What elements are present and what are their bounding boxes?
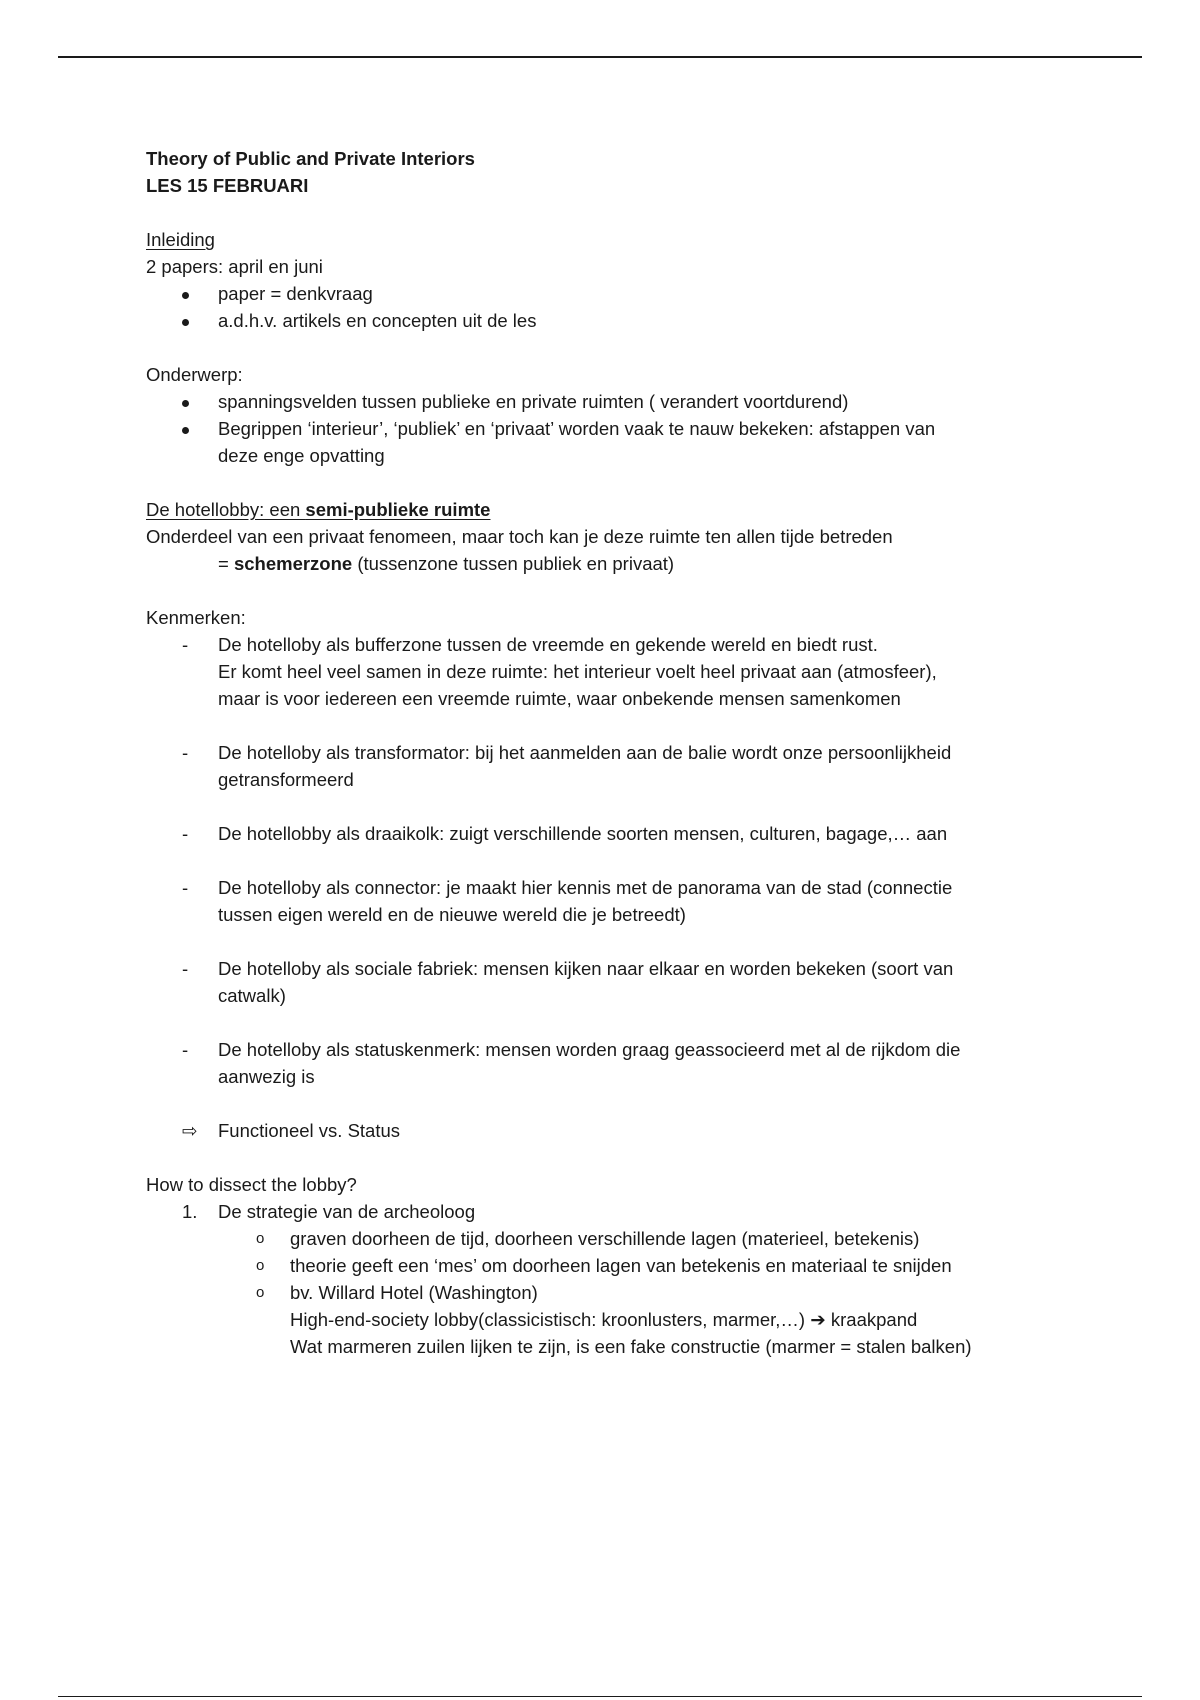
list-item: - De hotellobby als draaikolk: zuigt verschillende soorten mensen, culturen, bagage,… aan [146,820,1106,847]
document-subtitle: LES 15 FEBRUARI [146,175,309,196]
arrow-right-icon: ⇨ [182,1120,198,1141]
bullet-icon [182,280,189,307]
list-item: - De hotelloby als transformator: bij het aanmelden aan de balie wordt onze persoonlijkheid [146,739,1106,766]
list-item: - De hotelloby als bufferzone tussen de vreemde en gekende wereld en biedt rust. [146,631,1106,658]
inleiding-intro: 2 papers: april en juni [146,256,323,277]
list-item: paper = denkvraag [146,280,1106,307]
top-rule [58,56,1142,58]
conclusion: ⇨ Functioneel vs. Status [146,1117,1106,1144]
list-item: 1. De strategie van de archeoloog [146,1198,1106,1225]
list-item-continuation: High-end-society lobby(classicistisch: kroonlusters, marmer,…) ➔ kraakpand [290,1309,918,1330]
list-item: o bv. Willard Hotel (Washington) [146,1279,1106,1306]
list-number: 1. [182,1201,198,1222]
list-item-continuation: catwalk) [218,985,286,1006]
list-item-continuation: aanwezig is [218,1066,315,1087]
lobby-heading: De hotellobby: een semi-publieke ruimte [146,499,491,520]
list-item: - De hotelloby als statuskenmerk: mensen worden graag geassocieerd met al de rijkdom die [146,1036,1106,1063]
lobby-definition: = schemerzone (tussenzone tussen publiek en privaat) [218,553,675,574]
dash-icon: - [182,1039,189,1060]
dash-icon: - [182,823,189,844]
list-item-continuation: tussen eigen wereld en de nieuwe wereld die je betreedt) [218,904,686,925]
list-item: - De hotelloby als sociale fabriek: mensen kijken naar elkaar en worden bekeken (soort van [146,955,1106,982]
list-item: - De hotelloby als connector: je maakt hier kennis met de panorama van de stad (connectie [146,874,1106,901]
list-item: spanningsvelden tussen publieke en private ruimten ( verandert voortdurend) [146,388,1106,415]
circle-bullet-icon: o [256,1284,265,1301]
list-item: o graven doorheen de tijd, doorheen verschillende lagen (materieel, betekenis) [146,1225,1106,1252]
kenmerken-heading: Kenmerken: [146,607,246,628]
list-item-continuation: getransformeerd [218,769,354,790]
list-item: a.d.h.v. artikels en concepten uit de les [146,307,1106,334]
document-page [146,145,1106,1360]
document-title: Theory of Public and Private Interiors [146,148,475,169]
list-item-continuation: deze enge opvatting [218,445,385,466]
bottom-rule [58,1696,1142,1697]
list-item-continuation: Wat marmeren zuilen lijken te zijn, is een fake constructie (marmer = stalen balken) [290,1336,972,1357]
bullet-icon [182,388,189,415]
dash-icon: - [182,877,189,898]
bullet-icon [182,307,189,334]
list-item: Begrippen ‘interieur’, ‘publiek’ en ‘privaat’ worden vaak te nauw bekeken: afstappen van [146,415,1106,442]
dash-icon: - [182,958,189,979]
onderwerp-heading: Onderwerp: [146,364,243,385]
list-item-continuation: Er komt heel veel samen in deze ruimte: het interieur voelt heel privaat aan (atmosfeer), [218,661,937,682]
list-item: o theorie geeft een ‘mes’ om doorheen lagen van betekenis en materiaal te snijden [146,1252,1106,1279]
lobby-description: Onderdeel van een privaat fenomeen, maar toch kan je deze ruimte ten allen tijde betreden [146,526,893,547]
list-item-continuation: maar is voor iedereen een vreemde ruimte, waar onbekende mensen samenkomen [218,688,901,709]
arrow-right-icon: ➔ [810,1309,826,1330]
circle-bullet-icon: o [256,1230,265,1247]
bullet-icon [182,415,189,442]
dash-icon: - [182,742,189,763]
dash-icon: - [182,634,189,655]
circle-bullet-icon: o [256,1257,265,1274]
dissect-heading: How to dissect the lobby? [146,1174,357,1195]
inleiding-heading: Inleiding [146,229,215,250]
